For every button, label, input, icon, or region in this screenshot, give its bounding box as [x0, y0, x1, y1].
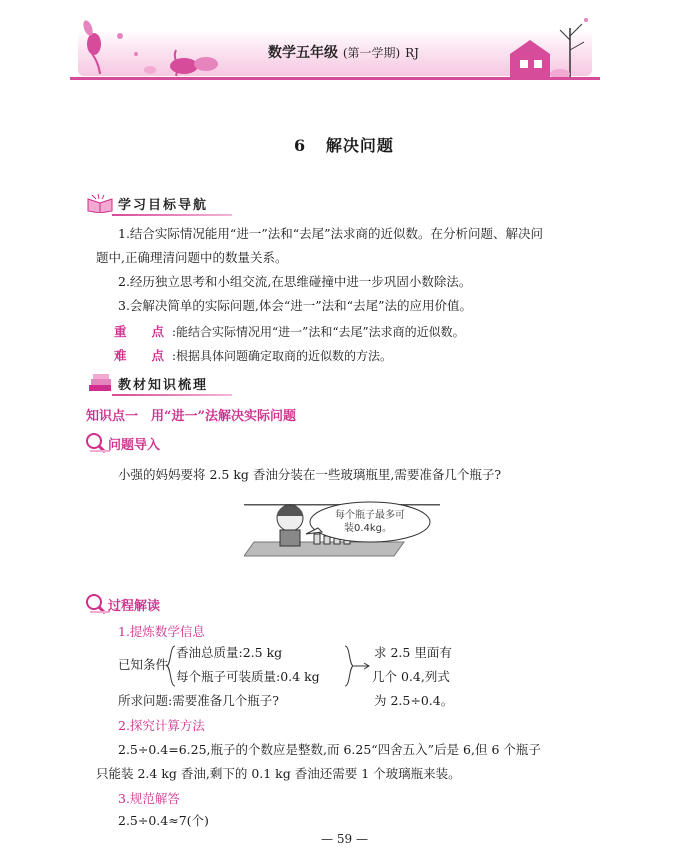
difficult-point-text: :根据具体问题确定取商的近似数的方法。: [172, 349, 393, 363]
header-title: [268, 42, 419, 62]
header-left-decoration: [80, 14, 220, 80]
page-number: — 59 —: [321, 832, 368, 846]
left-brace: [166, 644, 176, 688]
goal-item-1-cont: 题中,正确理清问题中的数量关系。: [96, 250, 288, 265]
intro-heading: 问题导入: [108, 438, 161, 453]
lesson-title-text: 解决问题: [325, 136, 394, 155]
svg-text:装0.4kg。: 装0.4kg。: [343, 523, 393, 534]
goal-item-3: 3.会解决简单的实际问题,体会“进一”法和“去尾”法的应用价值。: [118, 298, 472, 313]
girl-illustration: [244, 494, 440, 572]
svg-text:每个瓶子最多可: 每个瓶子最多可: [335, 510, 405, 521]
goals-heading: [86, 192, 208, 214]
magnifier-icon: [84, 431, 110, 453]
calc-plan-line3: 为 2.5÷0.4。: [374, 693, 454, 708]
step3-line1: 2.5÷0.4≈7(个): [118, 813, 209, 828]
header-title-main: 数学五年级: [268, 45, 338, 61]
goal-item-2: 2.经历独立思考和小组交流,在思维碰撞中进一步巩固小数除法。: [118, 274, 472, 289]
process-heading: 过程解读: [108, 599, 161, 614]
calc-plan-line2: 几个 0.4,列式: [372, 669, 450, 684]
known-condition-1: 香油总质量:2.5 kg: [176, 645, 283, 660]
step2-title: 2.探究计算方法: [118, 718, 205, 733]
step2-line1: 2.5÷0.4=6.25,瓶子的个数应是整数,而 6.25“四舍五入”后是 6,但 6 个瓶子: [118, 742, 541, 757]
goals-heading-text: 学习目标导航: [118, 197, 209, 213]
magnifier-icon-2: [84, 592, 110, 614]
open-book-icon: [86, 193, 114, 213]
known-condition-2: 每个瓶子可装质量:0.4 kg: [176, 669, 320, 684]
knowledge-heading: [86, 372, 208, 394]
right-brace-arrow: [344, 644, 370, 688]
knowledge-heading-text: 教材知识梳理: [118, 377, 209, 393]
key-point-text: :能结合实际情况用“进一”法和“去尾”法求商的近似数。: [172, 325, 465, 339]
header-title-edition: RJ: [405, 46, 419, 60]
lesson-title: [294, 133, 394, 156]
header-right-decoration: [500, 10, 600, 80]
goals-heading-underline: [112, 214, 232, 216]
header-title-sub: (第一学期): [342, 46, 401, 60]
calc-plan-line1: 求 2.5 里面有: [374, 645, 452, 660]
book-stack-icon: [86, 373, 114, 393]
goal-item-1: 1.结合实际情况能用“进一”法和“去尾”法求商的近似数。在分析问题、解决问: [118, 226, 543, 241]
knowledge-heading-underline: [112, 394, 232, 396]
known-label: 已知条件: [118, 657, 169, 672]
step1-title: 1.提炼数学信息: [118, 624, 205, 639]
step2-line2: 只能装 2.4 kg 香油,剩下的 0.1 kg 香油还需要 1 个玻璃瓶来装。: [96, 766, 461, 781]
step3-title: 3.规范解答: [118, 791, 180, 806]
lesson-number: 6: [294, 136, 307, 155]
intro-question: 小强的妈妈要将 2.5 kg 香油分装在一些玻璃瓶里,需要准备几个瓶子?: [118, 467, 502, 482]
key-point-label: 重 点: [114, 324, 165, 339]
difficult-point-label: 难 点: [114, 348, 165, 363]
knowledge-point-title: 知识点一 用“进一”法解决实际问题: [86, 409, 296, 424]
header-line: [70, 77, 600, 80]
question-label: 所求问题:需要准备几个瓶子?: [118, 693, 279, 708]
